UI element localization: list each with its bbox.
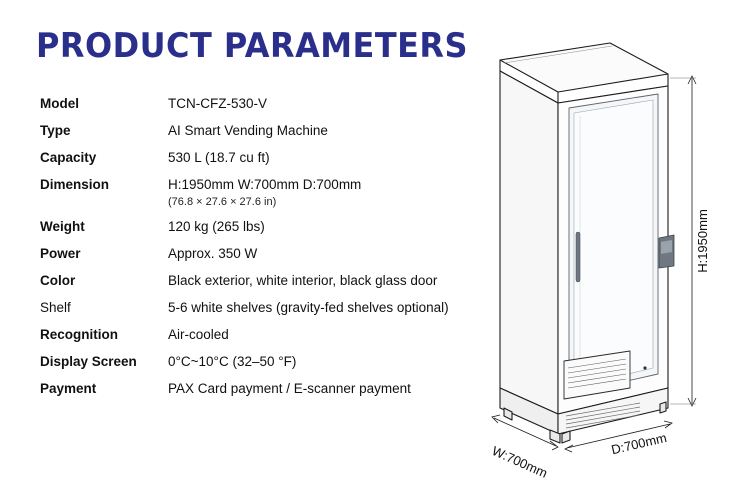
- dimension-width-label: W:700mm: [489, 443, 550, 481]
- spec-row-recognition: [40, 327, 510, 344]
- spec-label: Model: [40, 96, 79, 111]
- spec-label: Capacity: [40, 149, 97, 165]
- spec-row-capacity: [40, 150, 510, 167]
- spec-value: AI Smart Vending Machine: [168, 122, 328, 138]
- spec-row-dimension: [40, 177, 510, 210]
- spec-label: Color: [40, 273, 76, 288]
- spec-value-sub: (76.8 × 27.6 × 27.6 in): [168, 195, 277, 208]
- spec-value: PAX Card payment / E-scanner payment: [168, 380, 411, 396]
- spec-label: Shelf: [40, 299, 71, 315]
- spec-value: 120 kg (265 lbs): [168, 219, 265, 235]
- spec-row-color: [40, 273, 510, 290]
- spec-row-model: [40, 96, 510, 113]
- spec-value: 0°C~10°C (32–50 °F): [168, 353, 297, 369]
- dimension-height-label: H:1950mm: [695, 209, 710, 273]
- spec-row-shelf: [40, 300, 510, 317]
- spec-value: TCN-CFZ-530-V: [168, 96, 268, 111]
- spec-label: Display Screen: [40, 353, 137, 369]
- spec-label: Payment: [40, 380, 97, 396]
- spec-value: Air-cooled: [168, 326, 229, 342]
- spec-value: Approx. 350 W: [168, 246, 258, 262]
- spec-label: Recognition: [40, 326, 118, 342]
- spec-label: Power: [40, 246, 81, 262]
- spec-row-payment: [40, 381, 510, 398]
- spec-label: Type: [40, 122, 71, 138]
- vending-machine-illustration: [470, 16, 750, 486]
- page-title: PRODUCT PARAMETERS: [36, 26, 469, 66]
- spec-label: Weight: [40, 219, 85, 235]
- spec-value: [168, 177, 510, 210]
- spec-row-type: [40, 123, 510, 140]
- spec-row-power: [40, 246, 510, 263]
- spec-value-main: H:1950mm W:700mm D:700mm: [168, 176, 362, 192]
- spec-label: Dimension: [40, 176, 110, 192]
- spec-value: 5-6 white shelves (gravity-fed shelves optional): [168, 299, 449, 315]
- spec-value: 530 L (18.7 cu ft): [168, 149, 270, 165]
- spec-row-display-screen: [40, 354, 510, 371]
- spec-value: Black exterior, white interior, black glass door: [168, 273, 438, 288]
- dimension-depth-label: D:700mm: [609, 429, 669, 458]
- spec-row-weight: [40, 219, 510, 236]
- spec-table: [40, 96, 510, 407]
